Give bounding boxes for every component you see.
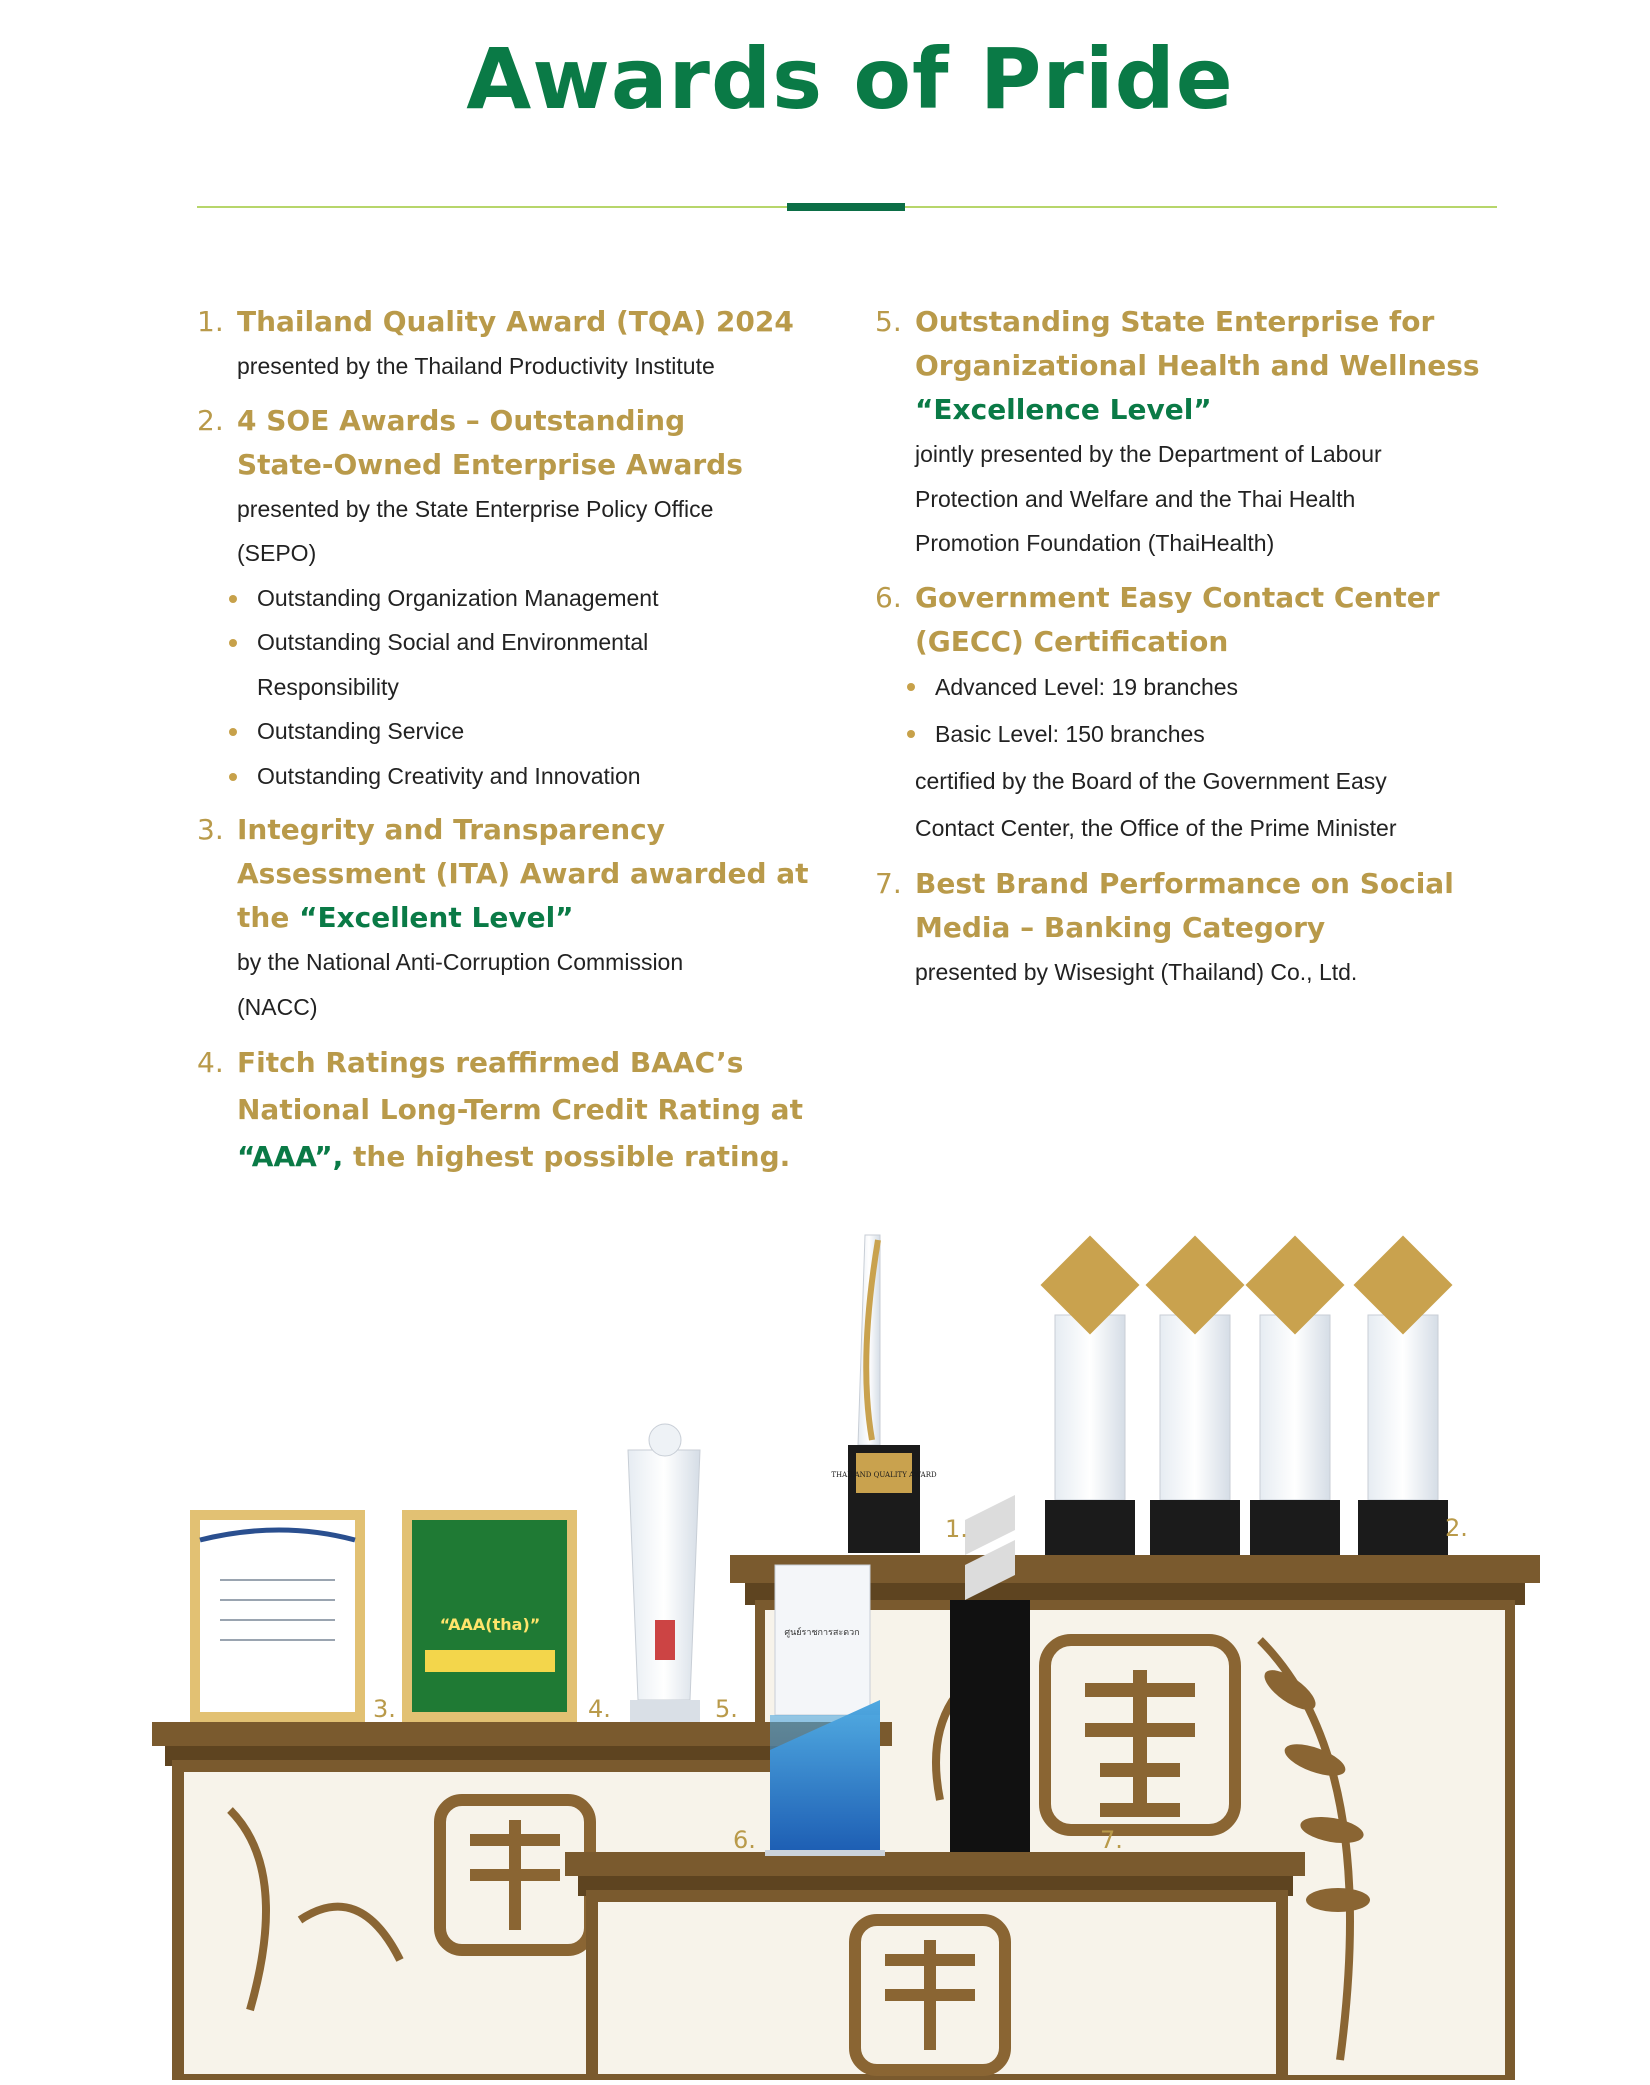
- award-title: Thailand Quality Award (TQA) 2024: [237, 305, 794, 338]
- illustration-label-2: 2.: [1445, 1514, 1468, 1542]
- award-item-3: [197, 808, 837, 1029]
- gecc-award: [765, 1565, 885, 1856]
- lower-table: [565, 1852, 1305, 2080]
- award-item-4: [197, 1039, 837, 1180]
- award-presenter: presented by the Thailand Productivity Institute: [237, 353, 715, 379]
- wellness-trophy: [628, 1424, 700, 1722]
- award-title: Government Easy Contact Center (GECC) Certification: [915, 580, 1440, 658]
- award-item-2: [197, 399, 837, 799]
- gecc-award-text: ศูนย์ราชการสะดวก: [784, 1628, 860, 1638]
- illustration-label-1: 1.: [945, 1515, 968, 1543]
- social-media-award: [950, 1495, 1030, 1852]
- awards-illustration: [0, 1220, 1650, 2080]
- award-presenter: certified by the Board of the Government Easy Contact Center, the Office of the Prime Minister: [915, 767, 1397, 841]
- award-item-1: [197, 300, 837, 389]
- award-presenter: presented by the State Enterprise Policy Office (SEPO): [237, 495, 714, 566]
- list-item: Outstanding Organization Management: [257, 576, 837, 621]
- tqa-plate-text: THAILAND QUALITY AWARD: [831, 1471, 937, 1479]
- title-divider-accent: [787, 203, 905, 211]
- list-item: Outstanding Social and Environmental: [257, 620, 837, 665]
- award-number: 6.: [875, 580, 902, 614]
- illustration-label-4: 4.: [588, 1695, 611, 1723]
- award-number: 4.: [197, 1046, 224, 1079]
- awards-column-left: [197, 300, 837, 1190]
- page-title: Awards of Pride: [466, 30, 1234, 128]
- award-title: Outstanding State Enterprise for Organizational Health and Wellness “Excellence Level”: [915, 305, 1480, 426]
- ita-certificate: [190, 1510, 365, 1722]
- award-bullet-list: [875, 664, 1515, 758]
- award-title: Fitch Ratings reaffirmed BAAC’s National Long-Term Credit Rating at “AAA”, the highest possible rating.: [237, 1046, 803, 1173]
- list-item: Advanced Level: 19 branches: [935, 664, 1515, 711]
- list-item: Outstanding Service: [257, 709, 837, 754]
- award-presenter: presented by Wisesight (Thailand) Co., Ltd.: [915, 958, 1358, 985]
- award-presenter: by the National Anti-Corruption Commission (NACC): [237, 949, 684, 1020]
- illustration-label-3: 3.: [373, 1695, 396, 1723]
- award-number: 3.: [197, 813, 224, 846]
- aaa-rating-text: “AAA(tha)”: [439, 1615, 541, 1634]
- award-item-7: [875, 862, 1515, 995]
- illustration-label-7: 7.: [1100, 1826, 1123, 1854]
- award-number: 2.: [197, 403, 224, 437]
- award-title: 4 SOE Awards – Outstanding State-Owned Enterprise Awards: [237, 403, 743, 481]
- illustration-label-6: 6.: [733, 1826, 756, 1854]
- award-bullet-list: [197, 576, 837, 799]
- award-presenter: jointly presented by the Department of Labour Protection and Welfare and the Thai Health Promotion Foundation (ThaiHealth): [915, 441, 1382, 556]
- illustration-label-5: 5.: [715, 1695, 738, 1723]
- award-number: 7.: [875, 866, 902, 900]
- awards-column-right: [875, 300, 1515, 1004]
- award-title: Best Brand Performance on Social Media – Banking Category: [915, 866, 1454, 944]
- award-title: Integrity and Transparency Assessment (ITA) Award awarded at the “Excellent Level”: [237, 813, 809, 934]
- awards-shelf-illustration: [0, 1220, 1650, 2080]
- award-number: 5.: [875, 305, 902, 338]
- award-item-5: [875, 300, 1515, 566]
- award-item-6: [875, 576, 1515, 852]
- list-item-continued: Responsibility: [257, 673, 399, 700]
- tqa-trophy: [831, 1235, 937, 1553]
- list-item: Basic Level: 150 branches: [935, 711, 1515, 758]
- fitch-certificate: [402, 1510, 577, 1722]
- award-number: 1.: [197, 305, 224, 338]
- soe-trophies: [1041, 1236, 1453, 1555]
- list-item: Outstanding Creativity and Innovation: [257, 754, 837, 799]
